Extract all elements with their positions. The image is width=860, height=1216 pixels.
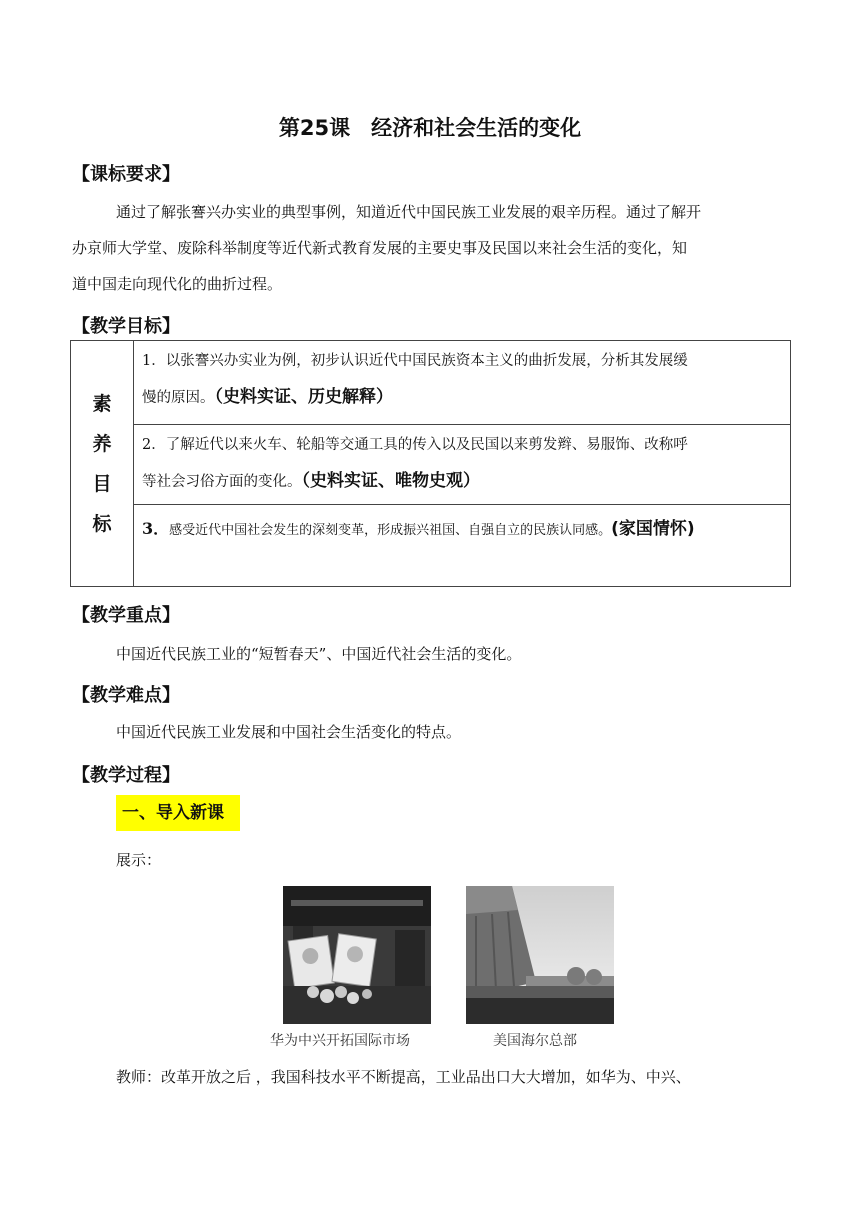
page-title: 第25课 经济和社会生活的变化 [278, 116, 582, 140]
show-label: 展示： [116, 851, 162, 869]
curriculum-text-line: 办京师大学堂、废除科举制度等近代新式教育发展的主要史事及民国以来社会生活的变化，知 [72, 239, 688, 257]
photo-caption: 华为中兴开拓国际市场 [270, 1033, 410, 1049]
photo-caption: 美国海尔总部 [493, 1033, 577, 1049]
section-heading-difficulties: 【教学难点】 [72, 685, 180, 706]
curriculum-text-line: 道中国走向现代化的曲折过程。 [72, 275, 283, 293]
goal-row-1 [134, 341, 791, 425]
goals-side-label [71, 341, 134, 587]
goal-row-3 [134, 505, 791, 587]
haier-hq-photo [466, 886, 614, 1024]
side-char: 养 [92, 432, 112, 455]
side-char: 目 [92, 472, 112, 495]
section-heading-curriculum: 【课标要求】 [72, 164, 180, 185]
goal-text: 等社会习俗方面的变化。 [142, 474, 302, 490]
step-heading-intro: 一、导入新课 [116, 795, 240, 831]
side-char: 素 [92, 392, 112, 415]
goal-text: 2．了解近代以来火车、轮船等交通工具的传入以及民国以来剪发辫、易服饰、改称呼 [142, 437, 688, 453]
section-heading-process: 【教学过程】 [72, 765, 180, 786]
curriculum-text-line: 通过了解张謇兴办实业的典型事例，知道近代中国民族工业发展的艰辛历程。通过了解开 [116, 203, 702, 221]
goal-tag: （史料实证、历史解释） [214, 387, 393, 407]
goal-number: 3． [142, 519, 170, 538]
section-heading-key-points: 【教学重点】 [72, 605, 180, 626]
side-char: 标 [92, 512, 112, 535]
goal-text: 1．以张謇兴办实业为例，初步认识近代中国民族资本主义的曲折发展，分析其发展缓 [142, 353, 688, 369]
goal-tag: (家国情怀) [611, 519, 695, 539]
goal-text: 感受近代中国社会发生的深刻变革，形成振兴祖国、自强自立的民族认同感。 [169, 523, 612, 538]
goal-row-2 [134, 425, 791, 505]
goal-tag: （史料实证、唯物史观） [301, 471, 480, 491]
difficulties-text: 中国近代民族工业发展和中国社会生活变化的特点。 [116, 723, 462, 741]
huawei-zte-photo [283, 886, 431, 1024]
goals-table [70, 340, 791, 587]
section-heading-goals: 【教学目标】 [72, 316, 180, 337]
teacher-text: 教师：改革开放之后 ，我国科技水平不断提高，工业品出口大大增加，如华为、中兴、 [116, 1068, 691, 1086]
goal-text: 慢的原因。 [142, 390, 215, 406]
key-points-text: 中国近代民族工业的“短暂春天”、中国近代社会生活的变化。 [116, 645, 522, 663]
